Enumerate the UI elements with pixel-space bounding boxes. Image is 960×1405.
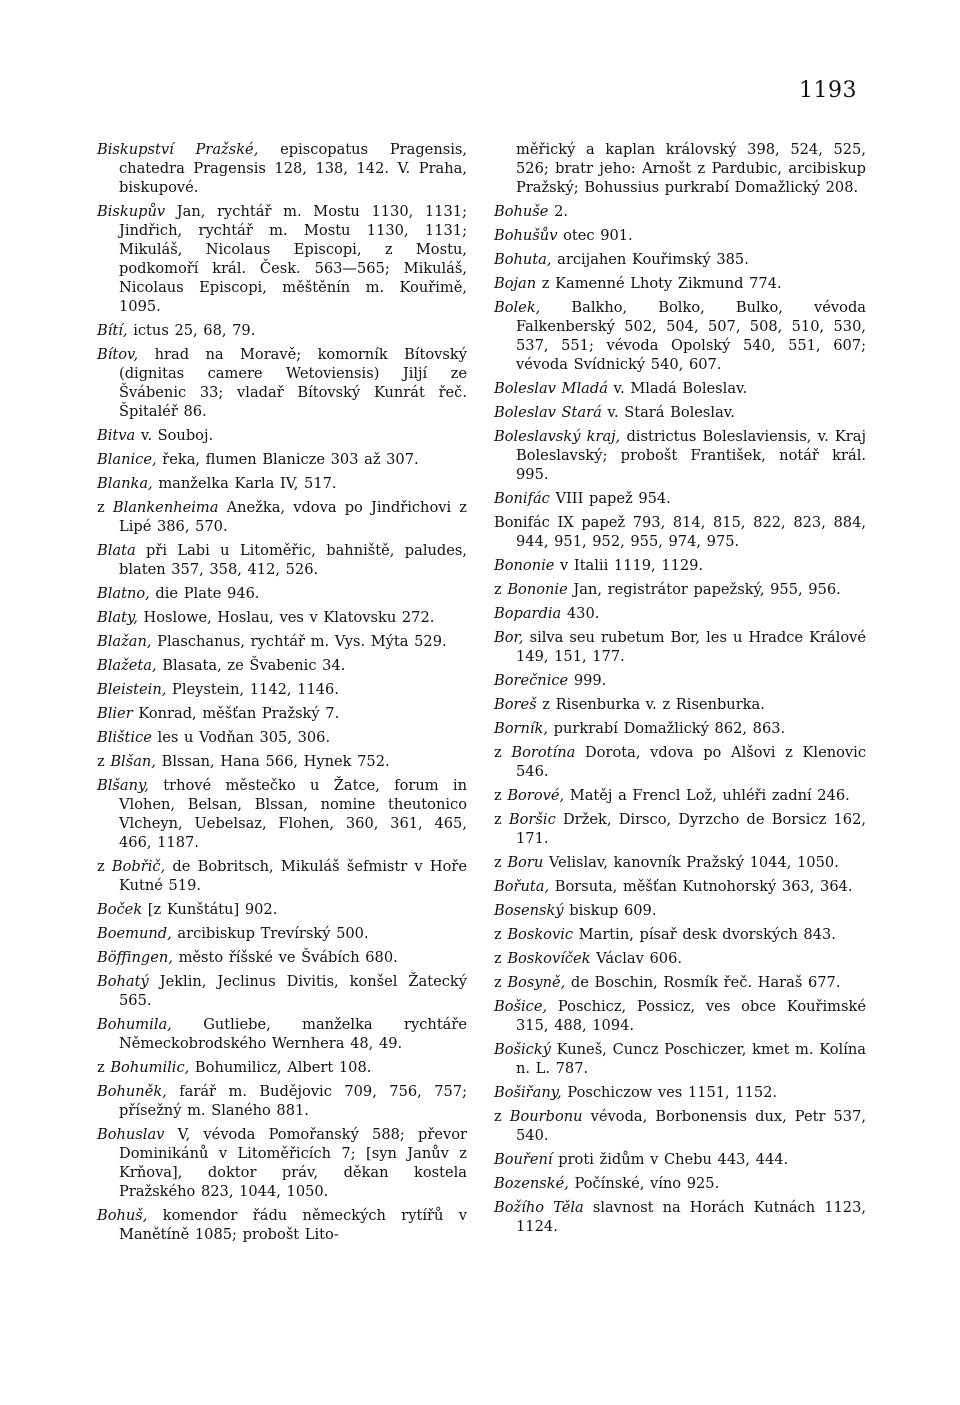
- entry-text: Bohumilicz, Albert 108.: [189, 1059, 372, 1076]
- entry-text: město říšské ve Švábích 680.: [172, 949, 398, 966]
- entry-headword: Bohuslav: [97, 1126, 165, 1143]
- entry-headword: Bohušův: [494, 227, 558, 244]
- entry-text: vévoda, Borbonensis dux, Petr 537, 540.: [516, 1108, 866, 1144]
- entry-headword: Bohatý: [97, 973, 149, 990]
- entry-headword: Bořuta,: [494, 878, 550, 895]
- index-entry: [97, 345, 467, 421]
- index-entry: [494, 379, 866, 398]
- entry-text: komendor řádu německých rytířů v Manětíně 1085; probošt Lito-: [119, 1207, 467, 1243]
- index-entry: [494, 1083, 866, 1102]
- index-entry: [494, 877, 866, 896]
- entry-text: districtus Boleslaviensis, v. Kraj Boleslavský; probošt František, notář král. 995.: [516, 428, 866, 483]
- entry-headword: Bošice,: [494, 998, 548, 1015]
- entry-text: Velislav, kanovník Pražský 1044, 1050.: [543, 854, 839, 871]
- index-entry: [494, 695, 866, 714]
- entry-text: řeka, flumen Blanicze 303 až 307.: [156, 451, 419, 468]
- entry-headword: Bošický: [494, 1041, 551, 1058]
- entry-text: Hoslowe, Hoslau, ves v Klatovsku 272.: [137, 609, 435, 626]
- index-entry: [97, 608, 467, 627]
- entry-text: Držek, Dirsco, Dyrzcho de Borsicz 162, 171.: [516, 811, 866, 847]
- index-entry: [494, 628, 866, 666]
- index-entry: [494, 1174, 866, 1193]
- entry-prefix: z: [494, 926, 508, 943]
- entry-headword: Bohumila,: [97, 1016, 172, 1033]
- entry-headword: Bobřič,: [111, 858, 166, 875]
- index-entry: [494, 604, 866, 623]
- entry-text: Václav 606.: [590, 950, 682, 967]
- entry-headword: Blšany,: [97, 777, 149, 794]
- entry-headword: Borotína: [511, 744, 576, 761]
- index-entry: [494, 925, 866, 944]
- entry-text: Plaschanus, rychtář m. Vys. Mýta 529.: [151, 633, 447, 650]
- index-entry: [494, 489, 866, 508]
- index-entry: [494, 403, 866, 422]
- entry-headword: Boršic: [508, 811, 556, 828]
- entry-text: měřický a kaplan královský 398, 524, 525, 526; bratr jeho: Arnošt z Pardubic, arcibiskup Pražský; Bohussius purkrabí Domažlický 208.: [516, 141, 866, 196]
- entry-prefix: z: [97, 1059, 111, 1076]
- index-entry: [97, 776, 467, 852]
- entry-prefix: z: [494, 854, 508, 871]
- page-number: 1193: [799, 78, 857, 103]
- index-entry: [494, 949, 866, 968]
- index-entry: [494, 853, 866, 872]
- index-entry: [494, 973, 866, 992]
- entry-text: silva seu rubetum Bor, les u Hradce Králové 149, 151, 177.: [516, 629, 866, 665]
- entry-text: 2.: [548, 203, 569, 220]
- entry-headword: Blata: [97, 542, 136, 559]
- index-entry: [97, 752, 467, 771]
- entry-headword: Boskovíček: [507, 950, 591, 967]
- index-entry: [97, 972, 467, 1010]
- index-entry: [97, 1058, 467, 1077]
- entry-text: Pleystein, 1142, 1146.: [166, 681, 339, 698]
- index-entry: [97, 680, 467, 699]
- entry-text: V, vévoda Pomořanský 588; převor Dominikánů v Litoměřicích 7; [syn Janův z Krňova], doktor práv, děkan kostela Pražského 823, 1044, 1050.: [119, 1126, 467, 1200]
- entry-text: slavnost na Horách Kutnách 1123, 1124.: [516, 1199, 866, 1235]
- entry-headword: Bor,: [494, 629, 524, 646]
- entry-text: Poschiczow ves 1151, 1152.: [561, 1084, 778, 1101]
- index-entry: [494, 997, 866, 1035]
- entry-headword: Bolek,: [494, 299, 541, 316]
- entry-text: [z Kunštátu] 902.: [142, 901, 278, 918]
- entry-prefix: z: [494, 744, 512, 761]
- entry-headword: Bítov,: [97, 346, 139, 363]
- index-entry: [494, 1150, 866, 1169]
- entry-text: otec 901.: [557, 227, 633, 244]
- entry-text: biskup 609.: [563, 902, 657, 919]
- entry-text: VIII papež 954.: [549, 490, 671, 507]
- index-entry: [494, 786, 866, 805]
- index-entry: [494, 580, 866, 599]
- entry-headword: Bononie: [507, 581, 568, 598]
- entry-text: Jan, registrátor papežský, 955, 956.: [567, 581, 841, 598]
- entry-headword: Blažan,: [97, 633, 152, 650]
- entry-text: 430.: [561, 605, 600, 622]
- entry-headword: Blšan,: [110, 753, 156, 770]
- entry-prefix: z: [494, 1108, 510, 1125]
- entry-headword: Blatno,: [97, 585, 150, 602]
- entry-text: Anežka, vdova po Jindřichovi z Lipé 386, 570.: [119, 499, 467, 535]
- entry-text: episcopatus Pragensis, chatedra Pragensis 128, 138, 142. V. Praha, biskupové.: [119, 141, 468, 196]
- entry-text: Bonifác IX papež 793, 814, 815, 822, 823, 884, 944, 951, 952, 955, 974, 975.: [494, 514, 866, 550]
- index-entry: [494, 810, 866, 848]
- index-entry: [494, 427, 866, 484]
- entry-headword: Bourbonu: [509, 1108, 583, 1125]
- index-entry: [97, 704, 467, 723]
- entry-text: Kuneš, Cuncz Poschiczer, kmet m. Kolína n. L. 787.: [516, 1041, 866, 1077]
- entry-headword: Bleistein,: [97, 681, 167, 698]
- entry-text: purkrabí Domažlický 862, 863.: [548, 720, 786, 737]
- entry-headword: Bošiřany,: [494, 1084, 562, 1101]
- entry-text: hrad na Moravě; komorník Bítovský (dignitas camere Wetoviensis) Jiljí ze Švábenic 33; vladař Bítovský Kunrát řeč. Špitaléř 86.: [119, 346, 467, 420]
- entry-prefix: z: [97, 753, 111, 770]
- entry-text: Martin, písař desk dvorských 843.: [573, 926, 836, 943]
- index-entry: [494, 719, 866, 738]
- entry-headword: Böffingen,: [97, 949, 173, 966]
- entry-text: proti židům v Chebu 443, 444.: [552, 1151, 789, 1168]
- entry-headword: Boleslavský kraj,: [494, 428, 621, 445]
- entry-headword: Bohuš,: [97, 1207, 148, 1224]
- entry-headword: Bojan: [494, 275, 537, 292]
- entry-text: de Boschin, Rosmík řeč. Haraš 677.: [565, 974, 841, 991]
- entry-text: Matěj a Frencl Lož, uhléři zadní 246.: [564, 787, 850, 804]
- index-entry: [494, 274, 866, 293]
- entry-text: v. Mladá Boleslav.: [607, 380, 748, 397]
- entry-text: 999.: [568, 672, 607, 689]
- entry-text: Konrad, měšťan Pražský 7.: [132, 705, 340, 722]
- entry-prefix: z: [494, 787, 508, 804]
- entry-headword: Boreš: [494, 696, 537, 713]
- entry-headword: Boček: [97, 901, 143, 918]
- entry-headword: Borečnice: [494, 672, 569, 689]
- right-column: [494, 140, 866, 1241]
- index-entry: [494, 298, 866, 374]
- index-entry: [494, 202, 866, 221]
- entry-headword: Boleslav Mladá: [494, 380, 608, 397]
- entry-text: z Kamenné Lhoty Zikmund 774.: [536, 275, 782, 292]
- entry-headword: Blanice,: [97, 451, 157, 468]
- entry-text: arcibiskup Trevírský 500.: [171, 925, 369, 942]
- entry-text: manželka Karla IV, 517.: [152, 475, 337, 492]
- entry-headword: Bosenský: [494, 902, 564, 919]
- entry-headword: Bopardia: [494, 605, 562, 622]
- index-entry: [494, 513, 866, 551]
- entry-text: Gutliebe, manželka rychtáře Německobrodského Wernhera 48, 49.: [119, 1016, 467, 1052]
- entry-headword: Bonifác: [494, 490, 550, 507]
- entry-prefix: z: [494, 581, 508, 598]
- entry-headword: Bononie: [494, 557, 555, 574]
- entry-text: Poschicz, Possicz, ves obce Kouřimské 315, 488, 1094.: [516, 998, 866, 1034]
- entry-headword: Blištice: [97, 729, 152, 746]
- entry-headword: Blanka,: [97, 475, 153, 492]
- entry-text: Balkho, Bolko, Bulko, vévoda Falkenberský 502, 504, 507, 508, 510, 530, 537, 551; vévoda Opolský 540, 551, 607; vévoda Svídnický 540, 607.: [516, 299, 866, 373]
- entry-headword: Bohuta,: [494, 251, 552, 268]
- entry-headword: Blažeta,: [97, 657, 157, 674]
- index-entry: [494, 1198, 866, 1236]
- entry-headword: Borové,: [507, 787, 565, 804]
- index-entry: [494, 556, 866, 575]
- entry-headword: Boskovic: [507, 926, 574, 943]
- entry-text: Blasata, ze Švabenic 34.: [156, 657, 346, 674]
- entry-text: ictus 25, 68, 79.: [127, 322, 256, 339]
- index-entry: [97, 140, 467, 197]
- entry-text: z Risenburka v. z Risenburka.: [536, 696, 765, 713]
- entry-headword: Borník,: [494, 720, 549, 737]
- left-column: [97, 140, 467, 1249]
- index-entry: [494, 1107, 866, 1145]
- entry-text: v Italii 1119, 1129.: [554, 557, 704, 574]
- entry-headword: Bozenské,: [494, 1175, 569, 1192]
- entry-prefix: z: [494, 974, 508, 991]
- index-entry: [97, 900, 467, 919]
- entry-text: farář m. Budějovic 709, 756, 757; přísežný m. Slaného 881.: [119, 1083, 467, 1119]
- entry-text: arcijahen Kouřimský 385.: [551, 251, 749, 268]
- entry-headword: Bosyně,: [507, 974, 566, 991]
- entry-text: Počínské, víno 925.: [568, 1175, 720, 1192]
- index-entry: [97, 1125, 467, 1201]
- index-entry: [97, 632, 467, 651]
- entry-headword: Bouření: [494, 1151, 553, 1168]
- entry-text: Borsuta, měšťan Kutnohorský 363, 364.: [549, 878, 853, 895]
- index-entry: [97, 1015, 467, 1053]
- index-entry: [97, 450, 467, 469]
- index-entry: [97, 584, 467, 603]
- index-entry: [97, 541, 467, 579]
- entry-text: trhové městečko u Žatce, forum in Vlohen, Belsan, Blssan, nomine theutonico Vlcheyn, Uebelsaz, Flohen, 360, 361, 465, 466, 1187.: [119, 777, 467, 851]
- entry-text: Blssan, Hana 566, Hynek 752.: [155, 753, 390, 770]
- entry-text: de Bobritsch, Mikuláš šefmistr v Hoře Kutné 519.: [119, 858, 467, 894]
- entry-text: v. Stará Boleslav.: [601, 404, 735, 421]
- entry-headword: Boleslav Stará: [494, 404, 602, 421]
- entry-headword: Blaty,: [97, 609, 138, 626]
- entry-headword: Boru: [507, 854, 544, 871]
- entry-text: při Labi u Litoměřic, bahniště, paludes, blaten 357, 358, 412, 526.: [119, 542, 467, 578]
- index-entry: [494, 226, 866, 245]
- index-entry: [97, 728, 467, 747]
- entry-text: les u Vodňan 305, 306.: [151, 729, 331, 746]
- index-entry: [97, 924, 467, 943]
- index-entry: [494, 140, 866, 197]
- entry-text: v. Souboj.: [135, 427, 214, 444]
- entry-headword: Bohumilic,: [110, 1059, 190, 1076]
- entry-headword: Bítí,: [97, 322, 128, 339]
- index-entry: [494, 250, 866, 269]
- entry-headword: Boemund,: [97, 925, 172, 942]
- entry-headword: Bohuněk,: [97, 1083, 167, 1100]
- entry-prefix: z: [494, 811, 509, 828]
- index-entry: [494, 901, 866, 920]
- index-entry: [97, 857, 467, 895]
- index-entry: [97, 656, 467, 675]
- entry-headword: Blankenheima: [112, 499, 219, 516]
- entry-text: Jeklin, Jeclinus Divitis, konšel Žatecký 565.: [119, 973, 467, 1009]
- entry-headword: Biskupův: [97, 203, 166, 220]
- index-entry: [97, 498, 467, 536]
- index-entry: [97, 948, 467, 967]
- entry-headword: Bohuše: [494, 203, 549, 220]
- index-entry: [97, 1206, 467, 1244]
- entry-prefix: z: [494, 950, 508, 967]
- entry-headword: Božího Těla: [494, 1199, 584, 1216]
- entry-prefix: z: [97, 858, 112, 875]
- index-entry: [97, 1082, 467, 1120]
- entry-headword: Bitva: [97, 427, 136, 444]
- index-entry: [97, 321, 467, 340]
- index-entry: [494, 671, 866, 690]
- index-entry: [97, 426, 467, 445]
- index-entry: [494, 1040, 866, 1078]
- index-entry: [97, 474, 467, 493]
- index-entry: [97, 202, 467, 316]
- entry-text: Dorota, vdova po Alšovi z Klenovic 546.: [516, 744, 867, 780]
- entry-headword: Biskupství Pražské,: [97, 141, 259, 158]
- index-entry: [494, 743, 866, 781]
- entry-text: die Plate 946.: [149, 585, 260, 602]
- entry-text: Jan, rychtář m. Mostu 1130, 1131; Jindřich, rychtář m. Mostu 1130, 1131; Mikuláš, Nicolaus Episcopi, z Mostu, podkomoří král. Česk. 563—565; Mikuláš, Nicolaus Episcopi, měštěnín m. Kouřimě, 1095.: [119, 203, 467, 315]
- entry-prefix: z: [97, 499, 113, 516]
- entry-headword: Blier: [97, 705, 133, 722]
